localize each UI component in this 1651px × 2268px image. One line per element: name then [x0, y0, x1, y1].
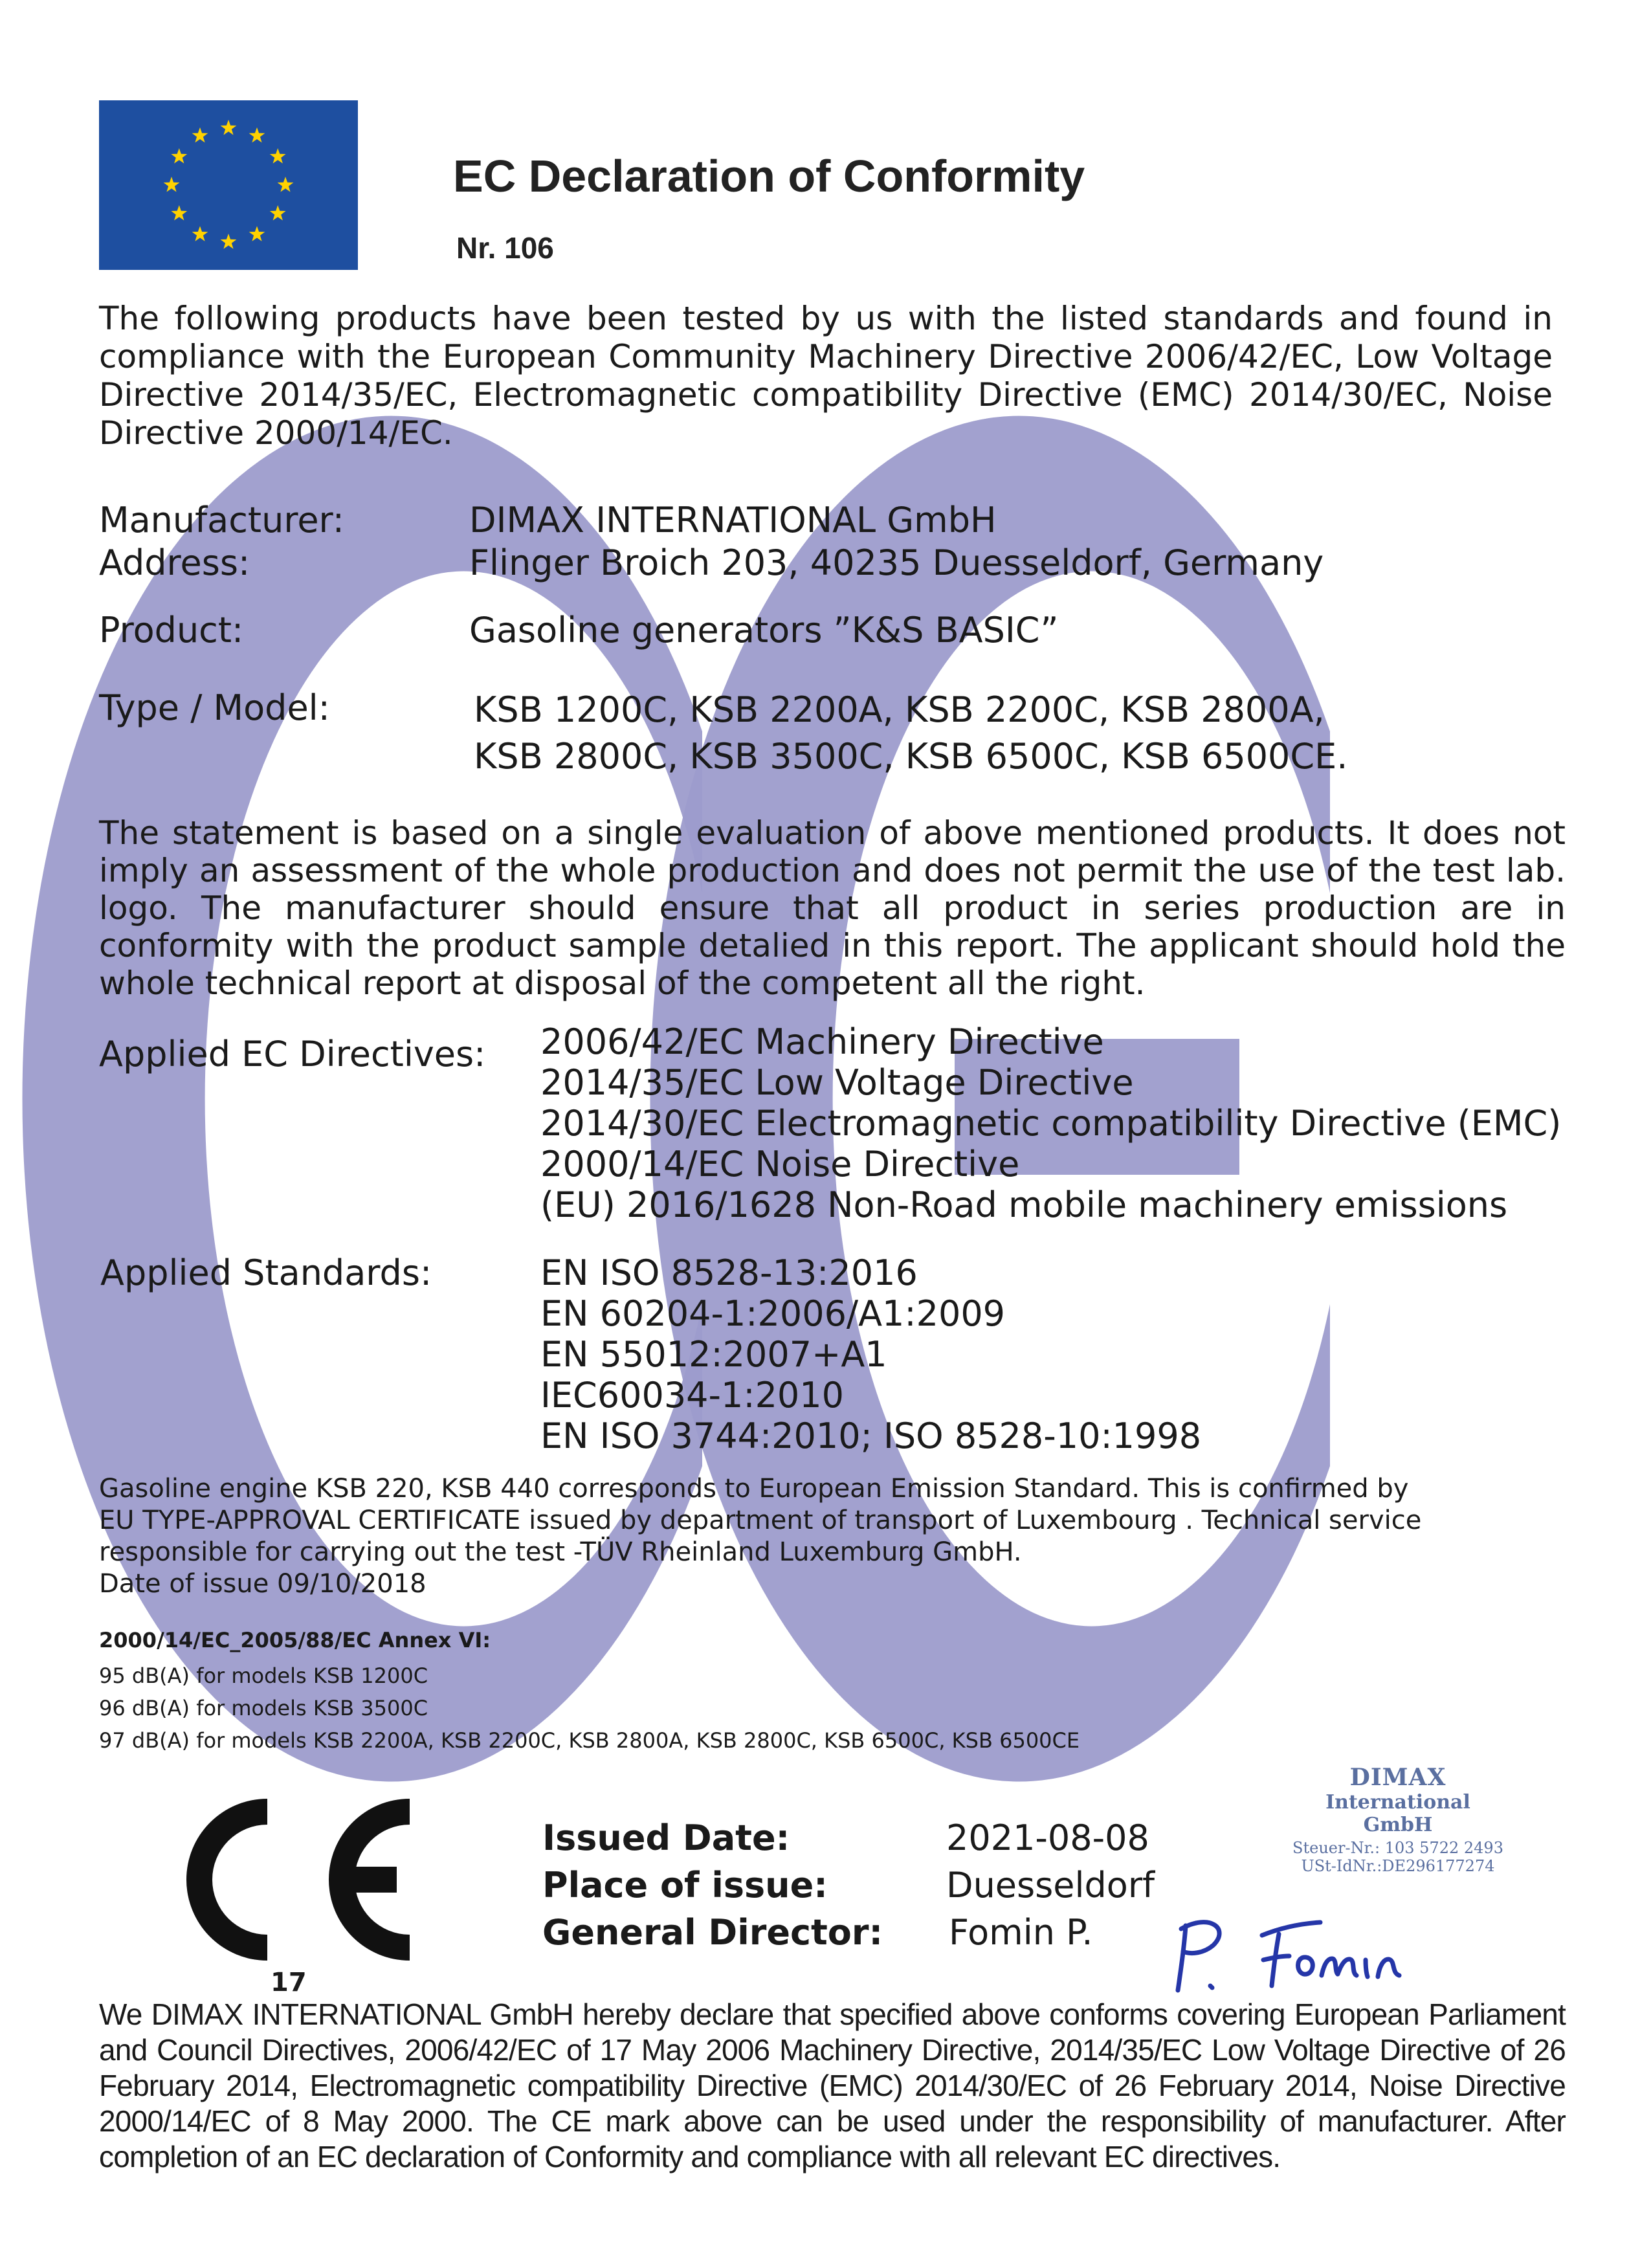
general-director-value: Fomin P. — [949, 1912, 1093, 1953]
directive-item: 2000/14/EC Noise Directive — [540, 1144, 1020, 1184]
standards-label: Applied Standards: — [100, 1252, 432, 1293]
product-label: Product: — [99, 610, 244, 650]
type-model-line-1: KSB 1200C, KSB 2200A, KSB 2200C, KSB 2800A, — [474, 689, 1325, 730]
standard-item: EN ISO 8528-13:2016 — [540, 1252, 918, 1293]
stamp-line: DIMAX — [1349, 1764, 1446, 1791]
directive-item: 2014/35/EC Low Voltage Directive — [540, 1062, 1134, 1103]
noise-line: 97 dB(A) for models KSB 2200A, KSB 2200C, KSB 2800A, KSB 2800C, KSB 6500C, KSB 6500CE — [99, 1728, 1080, 1753]
address-label: Address: — [99, 542, 250, 583]
emission-note — [99, 1473, 1566, 1600]
directives-list — [540, 1021, 1561, 1225]
company-stamp — [1262, 1764, 1534, 1875]
noise-line: 96 dB(A) for models KSB 3500C — [99, 1696, 428, 1720]
ce-mark-icon — [154, 1796, 413, 1964]
noise-heading: 2000/14/EC_2005/88/EC Annex VI: — [99, 1628, 491, 1652]
emission-line: Gasoline engine KSB 220, KSB 440 corresponds to European Emission Standard. This is confirmed by — [99, 1474, 1409, 1504]
declaration-paragraph: We DIMAX INTERNATIONAL GmbH hereby declare that specified above conforms covering European Parliament and Council Directives, 2006/42/EC of 17 May 2006 Machinery Directive, 2014/35/EC Low Voltage Directive of 26 February 2014, Electromagnetic compatibility Directive (EMC) 2014/30/EC of 26 February 2014, Noise Directive 2000/14/EC of 8 May 2000. The CE mark above can be used under the responsibility of manufacturer. After completion of an EC declaration of Conformity and compliance with all relevant EC directives. — [99, 1997, 1566, 2174]
eu-flag-icon — [99, 100, 358, 270]
page-title: EC Declaration of Conformity — [453, 151, 1085, 201]
directive-item: (EU) 2016/1628 Non-Road mobile machinery emissions — [540, 1184, 1508, 1225]
type-model-label: Type / Model: — [99, 687, 330, 728]
manufacturer-label: Manufacturer: — [99, 500, 345, 540]
statement-paragraph: The statement is based on a single evaluation of above mentioned products. It does not imply an assessment of the whole production and does not permit the use of the test lab. logo. The manufacturer should ensure that all product in series production are in conformity with the product sample detalied in this report. The applicant should hold the whole technical report at disposal of the competent all the right. — [99, 814, 1566, 1002]
emission-line: responsible for carrying out the test -TÜV Rheinland Luxemburg GmbH. — [99, 1537, 1022, 1567]
noise-list — [99, 1660, 1080, 1757]
standard-item: EN ISO 3744:2010; ISO 8528-10:1998 — [540, 1416, 1202, 1456]
place-of-issue-value: Duesseldorf — [946, 1865, 1155, 1906]
stamp-line: International — [1325, 1791, 1470, 1814]
address-value: Flinger Broich 203, 40235 Duesseldorf, Germany — [469, 542, 1324, 583]
stamp-line: USt-IdNr.:DE296177274 — [1301, 1857, 1495, 1875]
emission-line: EU TYPE-APPROVAL CERTIFICATE issued by department of transport of Luxembourg . Technical service — [99, 1506, 1422, 1535]
ce-mark-number: 17 — [271, 1968, 307, 1997]
stamp-line: GmbH — [1363, 1814, 1433, 1836]
standard-item: EN 60204-1:2006/A1:2009 — [540, 1293, 1006, 1334]
noise-line: 95 dB(A) for models KSB 1200C — [99, 1663, 428, 1688]
directive-item: 2006/42/EC Machinery Directive — [540, 1021, 1104, 1062]
signature-image — [1152, 1909, 1424, 2000]
emission-line: Date of issue 09/10/2018 — [99, 1569, 427, 1599]
issued-date-label: Issued Date: — [542, 1818, 790, 1858]
issued-date-value: 2021-08-08 — [946, 1818, 1149, 1858]
declaration-number: Nr. 106 — [456, 231, 554, 265]
intro-paragraph: The following products have been tested by us with the listed standards and found in compliance with the European Community Machinery Directive 2006/42/EC, Low Voltage Directive 2014/35/EC, Electromagnetic compatibility Directive (EMC) 2014/30/EC, Noise Directive 2000/14/EC. — [99, 300, 1553, 452]
general-director-label: General Director: — [542, 1912, 883, 1953]
product-value: Gasoline generators ”K&S BASIC” — [469, 610, 1059, 650]
standard-item: IEC60034-1:2010 — [540, 1375, 844, 1416]
place-of-issue-label: Place of issue: — [542, 1865, 828, 1906]
stamp-line: Steuer-Nr.: 103 5722 2493 — [1292, 1839, 1503, 1857]
standards-list — [540, 1252, 1201, 1456]
standard-item: EN 55012:2007+A1 — [540, 1334, 887, 1375]
directives-label: Applied EC Directives: — [99, 1034, 486, 1074]
manufacturer-value: DIMAX INTERNATIONAL GmbH — [469, 500, 997, 540]
directive-item: 2014/30/EC Electromagnetic compatibility Directive (EMC) — [540, 1103, 1562, 1144]
type-model-line-2: KSB 2800C, KSB 3500C, KSB 6500C, KSB 6500CE. — [474, 736, 1348, 777]
